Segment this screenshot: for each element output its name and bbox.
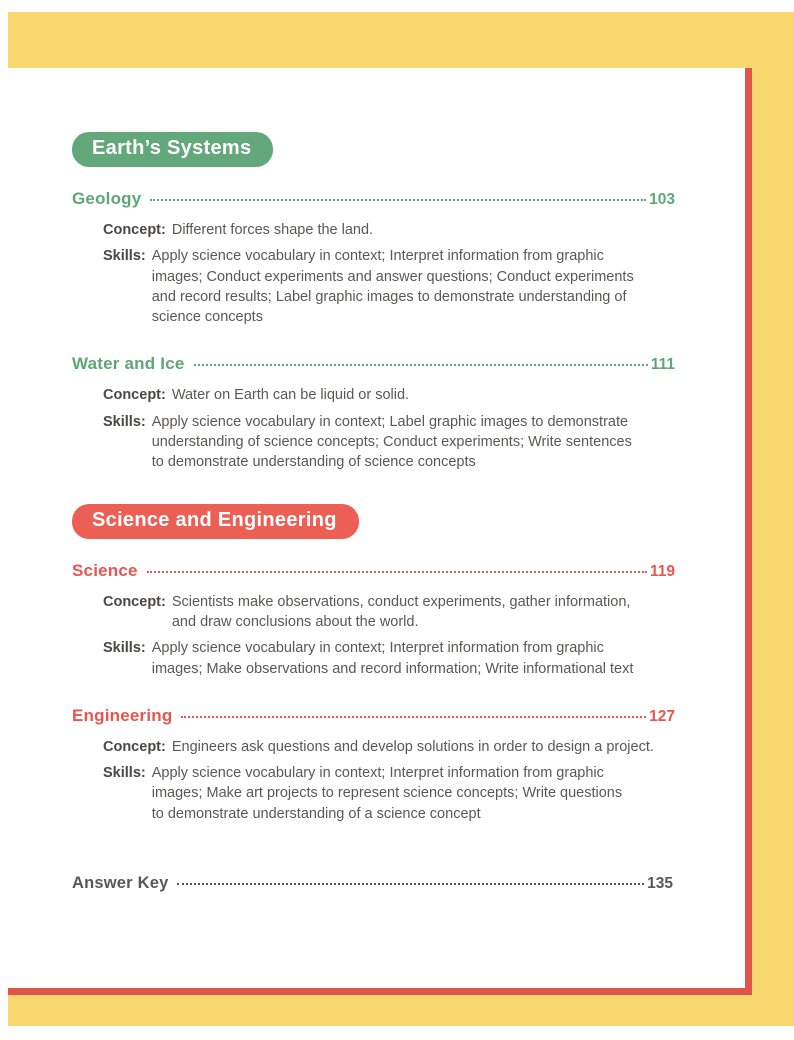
concept-label: Concept:	[103, 222, 166, 238]
concept-text: Scientists make observations, conduct experiments, gather information, and draw conclusions about the world.	[171, 593, 631, 630]
skills-label: Skills:	[103, 640, 146, 657]
answer-key-page-number: 135	[647, 875, 673, 893]
answer-key-title: Answer Key	[72, 874, 169, 893]
concept-text: Water on Earth can be liquid or solid.	[171, 387, 410, 404]
dotted-leader	[177, 883, 644, 885]
toc-line-geology	[72, 189, 675, 209]
concept-label: Concept:	[103, 738, 166, 755]
skills-label: Skills:	[103, 765, 146, 782]
table-of-contents-page	[8, 68, 752, 995]
dotted-leader	[194, 364, 648, 366]
entry-details	[72, 385, 675, 472]
skills-row	[103, 638, 675, 679]
section-earths-systems	[72, 132, 675, 473]
skills-label: Skills:	[103, 413, 146, 430]
concept-row	[103, 737, 675, 757]
skills-text: Apply science vocabulary in context; Label graphic images to demonstrate understanding of science concepts; Conduct experiments; Write sentences to demonstrate understanding of science concepts	[151, 413, 632, 471]
toc-line-engineering	[72, 706, 675, 726]
toc-content	[8, 68, 745, 893]
entry-page-number: 103	[649, 191, 675, 208]
entry-title: Water and Ice	[72, 354, 185, 374]
skills-text: Apply science vocabulary in context; Interpret information from graphic images; Make art projects to represent science concepts; Write questions to demonstrate understanding of a science concept	[151, 765, 623, 822]
toc-line-water-and-ice	[72, 354, 675, 374]
concept-row	[103, 592, 675, 633]
entry-details	[72, 592, 675, 679]
toc-entry-engineering	[72, 706, 675, 824]
skills-row	[103, 763, 675, 824]
concept-row	[103, 220, 675, 240]
skills-row	[103, 246, 675, 327]
entry-page-number: 111	[650, 356, 675, 374]
entry-page-number: 127	[649, 707, 675, 725]
dotted-leader	[150, 199, 646, 201]
concept-row	[103, 385, 675, 405]
entry-title: Science	[72, 560, 138, 580]
toc-entry-geology	[72, 189, 675, 327]
concept-label: Concept:	[103, 593, 166, 610]
skills-text: Apply science vocabulary in context; Interpret information from graphic images; Conduct experiments and answer questions; Conduct experiments and record results; Label graphic images to demonstrate understanding of science concepts	[151, 248, 634, 326]
entry-page-number: 119	[649, 562, 675, 580]
skills-text: Apply science vocabulary in context; Interpret information from graphic images; Make observations and record information; Write informational text	[151, 640, 634, 677]
dotted-leader	[147, 571, 647, 573]
entry-details	[72, 737, 675, 824]
entry-details	[72, 220, 675, 327]
entry-title: Engineering	[72, 705, 173, 725]
skills-row	[103, 412, 675, 473]
toc-line-science	[72, 561, 675, 581]
toc-entry-science	[72, 561, 675, 679]
entry-title: Geology	[72, 189, 142, 208]
concept-text: Engineers ask questions and develop solutions in order to design a project.	[171, 738, 654, 755]
section-badge-science-and-engineering: Science and Engineering	[72, 504, 359, 539]
toc-entry-water-and-ice	[72, 354, 675, 472]
concept-label: Concept:	[103, 387, 166, 404]
concept-text: Different forces shape the land.	[171, 222, 374, 238]
dotted-leader	[181, 716, 646, 718]
skills-label: Skills:	[103, 248, 146, 265]
section-science-and-engineering	[72, 504, 675, 824]
section-badge-earths-systems: Earth’s Systems	[72, 132, 273, 167]
toc-line-answer-key	[72, 874, 673, 893]
